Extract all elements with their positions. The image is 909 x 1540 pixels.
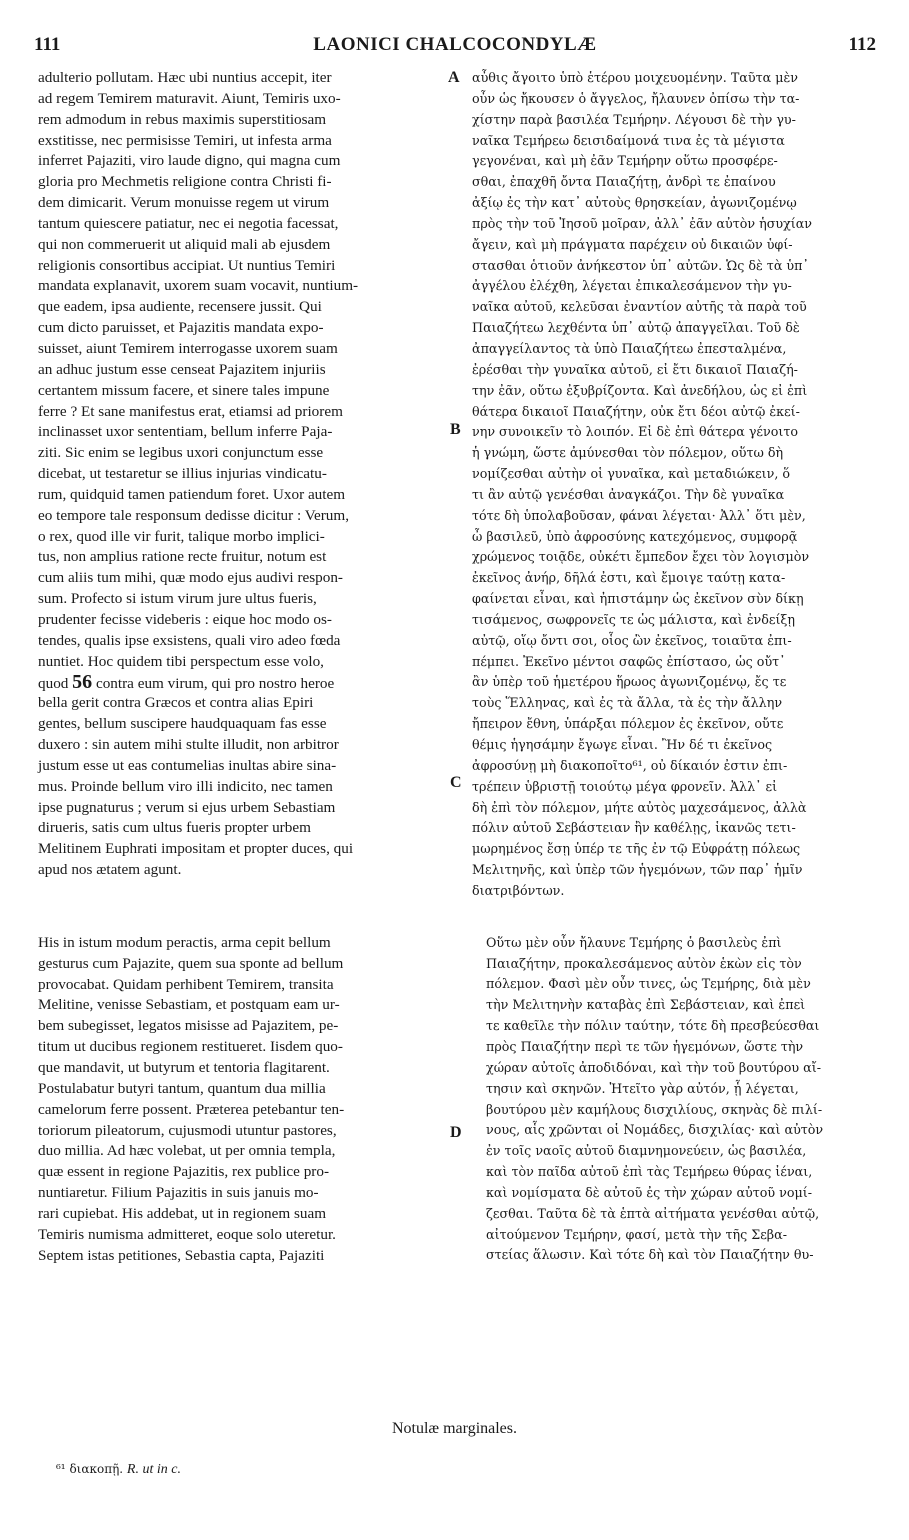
running-title: LAONICI CHALCOCONDYLÆ [313, 34, 597, 55]
latin-text-line: an adhuc justum esse censeat Pajazitem injuriis [38, 360, 326, 378]
latin-text-line: gentes, bellum suscipere haudquaquam fas esse [38, 715, 327, 733]
greek-text-line: γεγονέναι, καὶ μὴ ἐᾶν Τεμήρην οὕτω προσφέρε- [472, 153, 778, 169]
greek-text-line: ἀξίῳ ἐς τὴν κατ᾽ αὐτοὺς θρησκείαν, ἀγωνιζομένῳ [472, 195, 797, 211]
greek-text-line: τὴν Μελιτηνὴν καταβὰς ἐπὶ Σεβάστειαν, καὶ ἐπεὶ [486, 997, 806, 1013]
greek-paragraph-1-cont [472, 777, 876, 902]
footnote-reference: ⁶¹ [632, 757, 643, 773]
greek-text-line: ἄγειν, καὶ μὴ πράγματα παρέχειν οὐ δικαιῶν ὑφί- [472, 236, 793, 252]
greek-text-line: τισάμενος, σωφρονεῖς τε ὡς μάλιστα, καὶ ἐνδείξῃ [472, 611, 796, 627]
greek-text-line: ἐν τοῖς ναοῖς αὐτοῦ διαμνημονεύειν, ὡς βασιλέα, [486, 1143, 807, 1159]
greek-text-line: Μελιτηνῆς, καὶ ὑπὲρ τῶν ἡγεμόνων, τῶν παρ᾽ ἡμῖν [472, 862, 803, 878]
latin-text-line: apud nos ætatem agunt. [38, 861, 182, 879]
latin-text-line: tus, non amplius ratione recte fruitur, notum est [38, 548, 327, 566]
latin-text-line: mus. Proinde bellum viro illi indicito, nec tamen [38, 777, 333, 795]
latin-text-line: dicebat, ut testaretur se illius injurias vindicatu- [38, 465, 327, 483]
latin-text-line: bem subegisset, legatos misisse ad Pajazitem, pe- [38, 1017, 339, 1035]
greek-text-line: ἐκεῖνος ἀνήρ, δῆλά ἐστι, καὶ ἔμοιγε ταύτῃ κατα- [472, 570, 786, 586]
greek-text-line: αὖθις ἄγοιτο ὑπὸ ἑτέρου μοιχευομένην. Ταῦτα μὲν [472, 70, 798, 85]
latin-text-line: justum esse ut eas contumelias inultas abire sina- [38, 756, 337, 774]
greek-text-line: θέμις ἡγησάμην ἔγωγε εἶναι. Ἢν δέ τι ἐκεῖνος [472, 737, 773, 752]
greek-line-text: , οὐ δίκαιόν ἐστιν ἐπι- [642, 757, 788, 773]
greek-text-line: στασθαι ὁτιοῦν ἀνήκεστον ὑπ᾽ αὐτῶν. Ὡς δὲ τὰ ὑπ᾽ [472, 257, 809, 273]
greek-text-line: χρώμενος τοιᾷδε, οὐκέτι ἔμπεδον ἔχει τὸν λογισμὸν [472, 549, 810, 565]
greek-text-line: βουτύρου μὲν καμήλους δισχιλίους, σκηνὰς δὲ πιλί- [486, 1101, 823, 1117]
latin-text-line: nuntiet. Hoc quidem tibi perspectum esse volo, [38, 652, 324, 670]
greek-text-line: ναῖκα αὐτοῦ, κελεῦσαι ἐναντίον αὐτῆς τὰ παρὰ τοῦ [472, 299, 807, 315]
latin-text-line: exstitisse, nec permisisse Temiri, ut infesta arma [38, 131, 332, 149]
latin-text-line: bella gerit contra Græcos et contra alias Epiri [38, 694, 314, 712]
latin-line-text: contra eum virum, qui pro nostro heroe [92, 675, 335, 693]
latin-text-line: gloria pro Mechmetis religione contra Christi fi- [38, 173, 332, 191]
latin-text-line: titum ut ducibus regionem restitueret. Iisdem quo- [38, 1038, 343, 1056]
latin-text-line: inferret Pajaziti, viro laude digno, qui magna cum [38, 152, 341, 170]
section-marker-a: A [448, 69, 460, 86]
greek-text-line: πόλεμον. Φασὶ μὲν οὖν τινες, ὡς Τεμήρης, διὰ μὲν [486, 976, 811, 992]
greek-text-line: θάτερα δικαιοῖ Παιαζήτην, οὐκ ἔτι δέοι αὐτῷ ἐκεί- [472, 403, 800, 419]
greek-text-line: σθαι, ἐπαχθῆ ὄντα Παιαζήτῃ, ἀνδρὶ τε ἐπαίνου [472, 174, 776, 190]
footnote-text: διακοπῇ. [65, 1462, 127, 1476]
latin-text-line: Postulabatur butyri tantum, quantum dua millia [38, 1079, 326, 1097]
latin-paragraph-1-cont [38, 693, 444, 881]
greek-text-line: οὖν ὡς ἤκουσεν ὁ ἄγγελος, ἤλαυνεν ὀπίσω τὴν τα- [472, 90, 800, 106]
latin-paragraph-1 [38, 68, 444, 672]
footnote [56, 1462, 181, 1478]
latin-text-line: rari cupiebat. His addebat, ut in regionem suam [38, 1204, 327, 1222]
greek-paragraph-1 [472, 68, 876, 756]
greek-text-line: νους, αἷς χρῶνται οἱ Νομάδες, δισχιλίας· καὶ αὐτὸν [486, 1122, 824, 1138]
section-marker-c: C [450, 774, 462, 791]
greek-text-line: πρὸς Παιαζήτην περὶ τε τῶν ἡγεμόνων, ὥστε τὴν [486, 1038, 804, 1054]
greek-text-line: Παιαζήτεω λεχθέντα ὑπ᾽ αὐτῷ ἀπαγγεῖλαι. Τοῦ δὲ [472, 320, 800, 336]
notulae-heading: Notulæ marginales. [391, 1420, 518, 1437]
latin-text-line: dirueris, satis cum ultus fueris propter urbem [38, 819, 311, 837]
latin-text-line: ziti. Sic enim se legibus uxori conjunctum esse [38, 444, 324, 462]
page-mark-56: 56 [72, 671, 93, 694]
latin-text-line: que eadem, ipsa audiente, recensere jussit. Qui [38, 298, 322, 316]
latin-text-line: eo tempore tale responsum dedisse dicitur : Verum, [38, 506, 349, 524]
greek-text-line: δὴ ἐπὶ τὸν πόλεμον, μήτε αὐτὸς μαχεσάμενος, ἀλλὰ [472, 799, 807, 815]
latin-text-line: nuntiaretur. Filium Pajazitis in suis januis mo- [38, 1184, 319, 1202]
greek-text-line: ἂν ὑπὲρ τοῦ ἡμετέρου ἥρωος ἀγωνιζομένῳ, ἔς τε [472, 674, 787, 690]
greek-line-text: ἀφροσύνῃ μὴ διακοποῖτο [472, 757, 633, 773]
latin-text-line: ferre ? Et sane manifestus erat, etiamsi ad priorem [38, 402, 343, 420]
greek-column [472, 68, 876, 1266]
footnote-mark: ⁶¹ [56, 1462, 66, 1476]
latin-text-line: tendes, qualis ipse exsistens, quali viro adeo fœda [38, 631, 341, 649]
greek-text-line: τησιν καὶ σκηνῶν. Ἠτεῖτο γὰρ αὐτόν, ᾗ λέγεται, [486, 1080, 799, 1096]
latin-line-text: quod [38, 675, 73, 693]
latin-text-line: duo millia. Ad hæc volebat, ut per omnia templa, [38, 1142, 336, 1160]
greek-text-line: ἀπαγγείλαντος τὰ ὑπὸ Παιαζήτεω ἐπεσταλμένα, [472, 340, 787, 356]
greek-text-line: καὶ τὸν παῖδα αὐτοῦ ἐπὶ τὰς Τεμήρεω θύρας ἰέναι, [486, 1164, 813, 1180]
greek-text-line: τρέπειν ὑβριστῇ τοιούτῳ μέγα φρονεῖν. Ἀλλ᾽ εἰ [472, 778, 778, 794]
latin-text-line: prudenter fecisse videberis : eique hoc modo os- [38, 610, 332, 628]
greek-text-line: ἤπειρον ἔθνη, ὑπάρξαι πόλεμον ἐς ἐκεῖνον, οὔτε [472, 716, 784, 732]
greek-text-line: ὦ βασιλεῦ, ὑπὸ ἀφροσύνης κατεχόμενος, συμφορᾷ [472, 528, 798, 544]
latin-text-line: gesturus cum Pajazite, quem sua sponte ad bellum [38, 954, 344, 972]
page-number-right: 112 [848, 34, 876, 55]
latin-text-line: mandata explanavit, uxorem suam vocavit, nuntium- [38, 277, 359, 295]
latin-text-line: rem admodum in rebus maximis superstitiosam [38, 110, 327, 128]
latin-text-line: cum dicto paruisset, et Pajazitis mandata expo- [38, 319, 324, 337]
latin-text-line: inclinasset uxor sententiam, bellum inferre Paja- [38, 423, 333, 441]
greek-text-line: πέμπει. Ἐκεῖνο μέντοι σαφῶς ἐπίστασο, ὡς οὔτ᾽ [472, 653, 786, 669]
greek-text-line: φαίνεται εἶναι, καὶ ἠπιστάμην ὡς ἐκεῖνον σὺν δίκῃ [472, 591, 804, 607]
greek-text-line: νην συνοικεῖν τὸ λοιπόν. Εἰ δὲ ἐπὶ θάτερα γένοιτο [472, 424, 798, 440]
latin-text-line: camelorum ferre possent. Præterea petebantur ten- [38, 1100, 345, 1118]
greek-text-line: αὐτῷ, οἵῳ ὄντι σοι, οἷος ὢν ἐκεῖνος, τοιαῦτα ἐπι- [472, 632, 792, 648]
latin-text-line: sum. Profecto si istum virum jure ultus fueris, [38, 590, 317, 608]
greek-text-line: πόλιν αὐτοῦ Σεβάστειαν ἢν καθέλῃς, ἱκανῶς τετι- [472, 820, 796, 836]
latin-text-line: suisset, aiunt Temirem interrogasse uxorem suam [38, 339, 338, 357]
latin-text-line: Temiris numisma admitteret, eoque solo uteretur. [38, 1225, 336, 1243]
latin-text-line: rum, quidquid tamen patiendum foret. Uxor autem [38, 485, 346, 503]
greek-text-line: καὶ νομίσματα δὲ αὐτοῦ ἐς τὴν χώραν αὐτοῦ νομί- [486, 1184, 812, 1200]
latin-text-line: o rex, quod ille vir furit, talique morbo implici- [38, 527, 325, 545]
latin-text-line: cum aliis tum mihi, quæ modo ejus audivi respon- [38, 569, 343, 587]
latin-text-line: adulterio pollutam. Hæc ubi nuntius accepit, iter [38, 69, 332, 86]
latin-text-line: provocabat. Quidam perhibent Temirem, transita [38, 975, 334, 993]
greek-text-line: χίστην παρὰ βασιλέα Τεμήρην. Λέγουσι δὲ τὴν γυ- [472, 111, 796, 127]
latin-text-line: Melitinem Euphrati impositam et propter duces, qui [38, 840, 354, 858]
page-number-left: 111 [34, 34, 61, 55]
latin-text-line: Melitine, venisse Sebastiam, et postquam eam ur- [38, 996, 340, 1014]
latin-text-line: religionis consortibus accipiat. Ut nuntius Temiri [38, 256, 336, 274]
greek-text-line: χώραν αὐτοῖς ἀποδιδόναι, καὶ τὴν τοῦ βουτύρου αἴ- [486, 1059, 821, 1075]
greek-line-footnote [472, 756, 876, 777]
latin-text-line: tantum quiescere patiatur, nec ei negotia facessat, [38, 214, 339, 232]
greek-text-line: Παιαζήτην, προκαλεσάμενος αὐτὸν ἑκὼν εἰς τὸν [486, 955, 802, 971]
greek-text-line: ἀγγέλου ἐλέχθη, λέγεται ἐπικαλεσάμενον τὴν γυ- [472, 278, 792, 294]
latin-text-line: ipse pugnaturus ; verum si ejus urbem Sebastiam [38, 798, 336, 816]
page-header [34, 34, 876, 64]
greek-text-line: τι ἂν αὐτῷ γενέσθαι ἀναγκάζοι. Τὴν δὲ γυναῖκα [472, 486, 785, 502]
paragraph-gap [38, 881, 444, 933]
latin-text-line: His in istum modum peractis, arma cepit bellum [38, 933, 331, 951]
latin-paragraph-2 [38, 933, 444, 1267]
latin-line-56 [38, 672, 444, 693]
greek-text-line: τε καθεῖλε τὴν πόλιν ταύτην, τότε δὴ πρεσβεύεσθαι [486, 1018, 820, 1034]
latin-text-line: ad regem Temirem maturavit. Aiunt, Temiris uxo- [38, 89, 341, 107]
greek-text-line: Οὕτω μὲν οὖν ἤλαυνε Τεμήρης ὁ βασιλεὺς ἐπὶ [486, 934, 782, 950]
greek-text-line: στείας ἅλωσιν. Καὶ τότε δὴ καὶ τὸν Παιαζήτην θυ- [486, 1247, 814, 1263]
greek-text-line: ζεσθαι. Ταῦτα δὲ τὰ ἑπτὰ αἰτήματα γενέσθαι αὐτῷ, [486, 1205, 820, 1221]
latin-text-line: Septem istas petitiones, Sebastia capta, Pajaziti [38, 1246, 325, 1264]
latin-text-line: toriorum pileatorum, cujusmodi utuntur pastores, [38, 1121, 337, 1139]
greek-text-line: αἰτούμενον Τεμήρην, φασί, μετὰ τὴν τῆς Σεβα- [486, 1226, 787, 1242]
greek-paragraph-2 [472, 933, 876, 1267]
section-marker-d: D [450, 1124, 462, 1141]
greek-text-line: διατριβόντων. [472, 882, 565, 898]
latin-text-line: certantem missum facere, et sinere tales impune [38, 381, 330, 399]
section-marker-b: B [450, 421, 461, 438]
latin-text-line: quæ essent in regione Pajazitis, rex publice pro- [38, 1163, 330, 1181]
greek-text-line: την ἐᾶν, οὕτω ἐξυβρίζοντα. Καὶ ἀνεδήλου, ὡς εἰ ἐπὶ [472, 382, 808, 398]
latin-column [38, 68, 444, 1266]
greek-text-line: ἐρέσθαι τὴν γυναῖκα αὐτοῦ, εἰ ἔτι δικαιοῖ Παιαζή- [472, 361, 798, 377]
greek-text-line: τοὺς Ἕλληνας, καὶ ἐς τὰ ἄλλα, τὰ ἐς τὴν ἄλλην [472, 695, 783, 711]
latin-text-line: duxero : sin autem mihi stulte illudit, non arbitror [38, 736, 339, 753]
latin-text-line: que mandavit, ut butyrum et tentoria flagitarent. [38, 1058, 330, 1076]
latin-text-line: qui non commeruerit ut aliquid mali ab ejusdem [38, 235, 331, 253]
greek-text-line: πρὸς τὴν τοῦ Ἰησοῦ μοῖραν, ἀλλ᾽ ἐᾶν αὐτὸν ἡσυχίαν [472, 215, 813, 231]
greek-text-line: τότε δὴ ὑπολαβοῦσαν, φάναι λέγεται· Ἀλλ᾽ ὅτι μὲν, [472, 507, 806, 523]
greek-text-line: μωρημένος ἔσῃ ὑπέρ τε τῆς ἐν τῷ Εὐφράτῃ πόλεως [472, 841, 801, 857]
greek-text-line: ναῖκα Τεμήρεω δεισιδαίμονά τινα ἐς τὰ μέγιστα [472, 132, 785, 148]
footnote-source: R. ut in c. [126, 1462, 181, 1477]
greek-text-line: νομίζεσθαι αὐτὴν οἱ γυναῖκα, καὶ μεταδιώκειν, ὅ [472, 466, 791, 482]
greek-text-line: ἡ γνώμη, ὥστε ἀμύνεσθαι τὸν πόλεμον, οὕτω δὴ [472, 445, 784, 461]
latin-text-line: dem dimicarit. Verum monuisse regem ut virum [38, 194, 330, 212]
